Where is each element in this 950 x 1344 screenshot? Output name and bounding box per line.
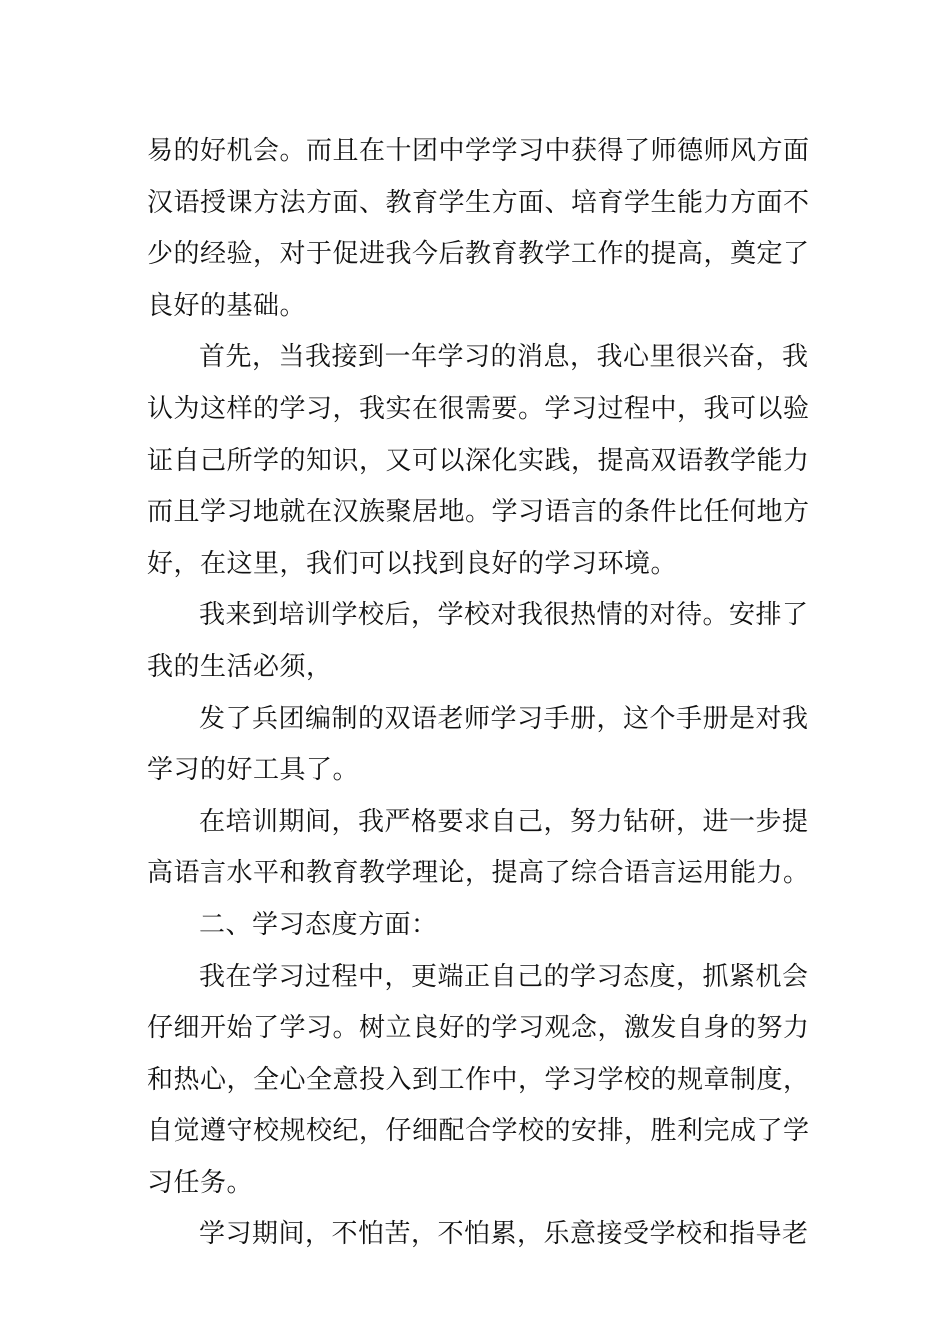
document-body <box>147 126 810 1261</box>
paragraph-first-line: 首先，当我接到一年学习的消息，我心里很兴奋，我 <box>199 342 809 373</box>
text-line: 我的生活必须， <box>147 651 333 682</box>
text-line: 习任务。 <box>147 1167 254 1198</box>
text-line: 汉语授课方法方面、教育学生方面、培育学生能力方面不 <box>147 187 810 218</box>
paragraph-first-line: 发了兵团编制的双语老师学习手册，这个手册是对我 <box>199 703 809 734</box>
paragraph-first-line: 在培训期间，我严格要求自己，努力钻研，进一步提 <box>199 806 809 837</box>
text-line: 自觉遵守校规校纪，仔细配合学校的安排，胜利完成了学 <box>147 1116 810 1147</box>
text-line: 好，在这里，我们可以找到良好的学习环境。 <box>147 548 678 579</box>
text-line: 学习的好工具了。 <box>147 755 360 786</box>
paragraph-first-line: 学习期间，不怕苦，不怕累，乐意接受学校和指导老 <box>199 1219 809 1250</box>
text-line: 认为这样的学习，我实在很需要。学习过程中，我可以验 <box>147 393 810 424</box>
section-heading: 二、学习态度方面： <box>199 909 438 940</box>
text-line: 良好的基础。 <box>147 290 307 321</box>
paragraph-first-line: 我在学习过程中，更端正自己的学习态度，抓紧机会 <box>199 961 809 992</box>
text-line: 仔细开始了学习。树立良好的学习观念，激发自身的努力 <box>147 1013 810 1044</box>
text-line: 高语言水平和教育教学理论，提高了综合语言运用能力。 <box>147 858 810 889</box>
text-line: 证自己所学的知识，又可以深化实践，提高双语教学能力 <box>147 445 810 476</box>
text-line: 和热心，全心全意投入到工作中，学习学校的规章制度， <box>147 1064 810 1095</box>
text-line: 易的好机会。而且在十团中学学习中获得了师德师风方面 <box>147 136 810 166</box>
paragraph-first-line: 我来到培训学校后，学校对我很热情的对待。安排了 <box>199 600 809 631</box>
text-line: 少的经验，对于促进我今后教育教学工作的提高，奠定了 <box>147 239 810 270</box>
text-line: 而且学习地就在汉族聚居地。学习语言的条件比任何地方 <box>147 497 810 528</box>
